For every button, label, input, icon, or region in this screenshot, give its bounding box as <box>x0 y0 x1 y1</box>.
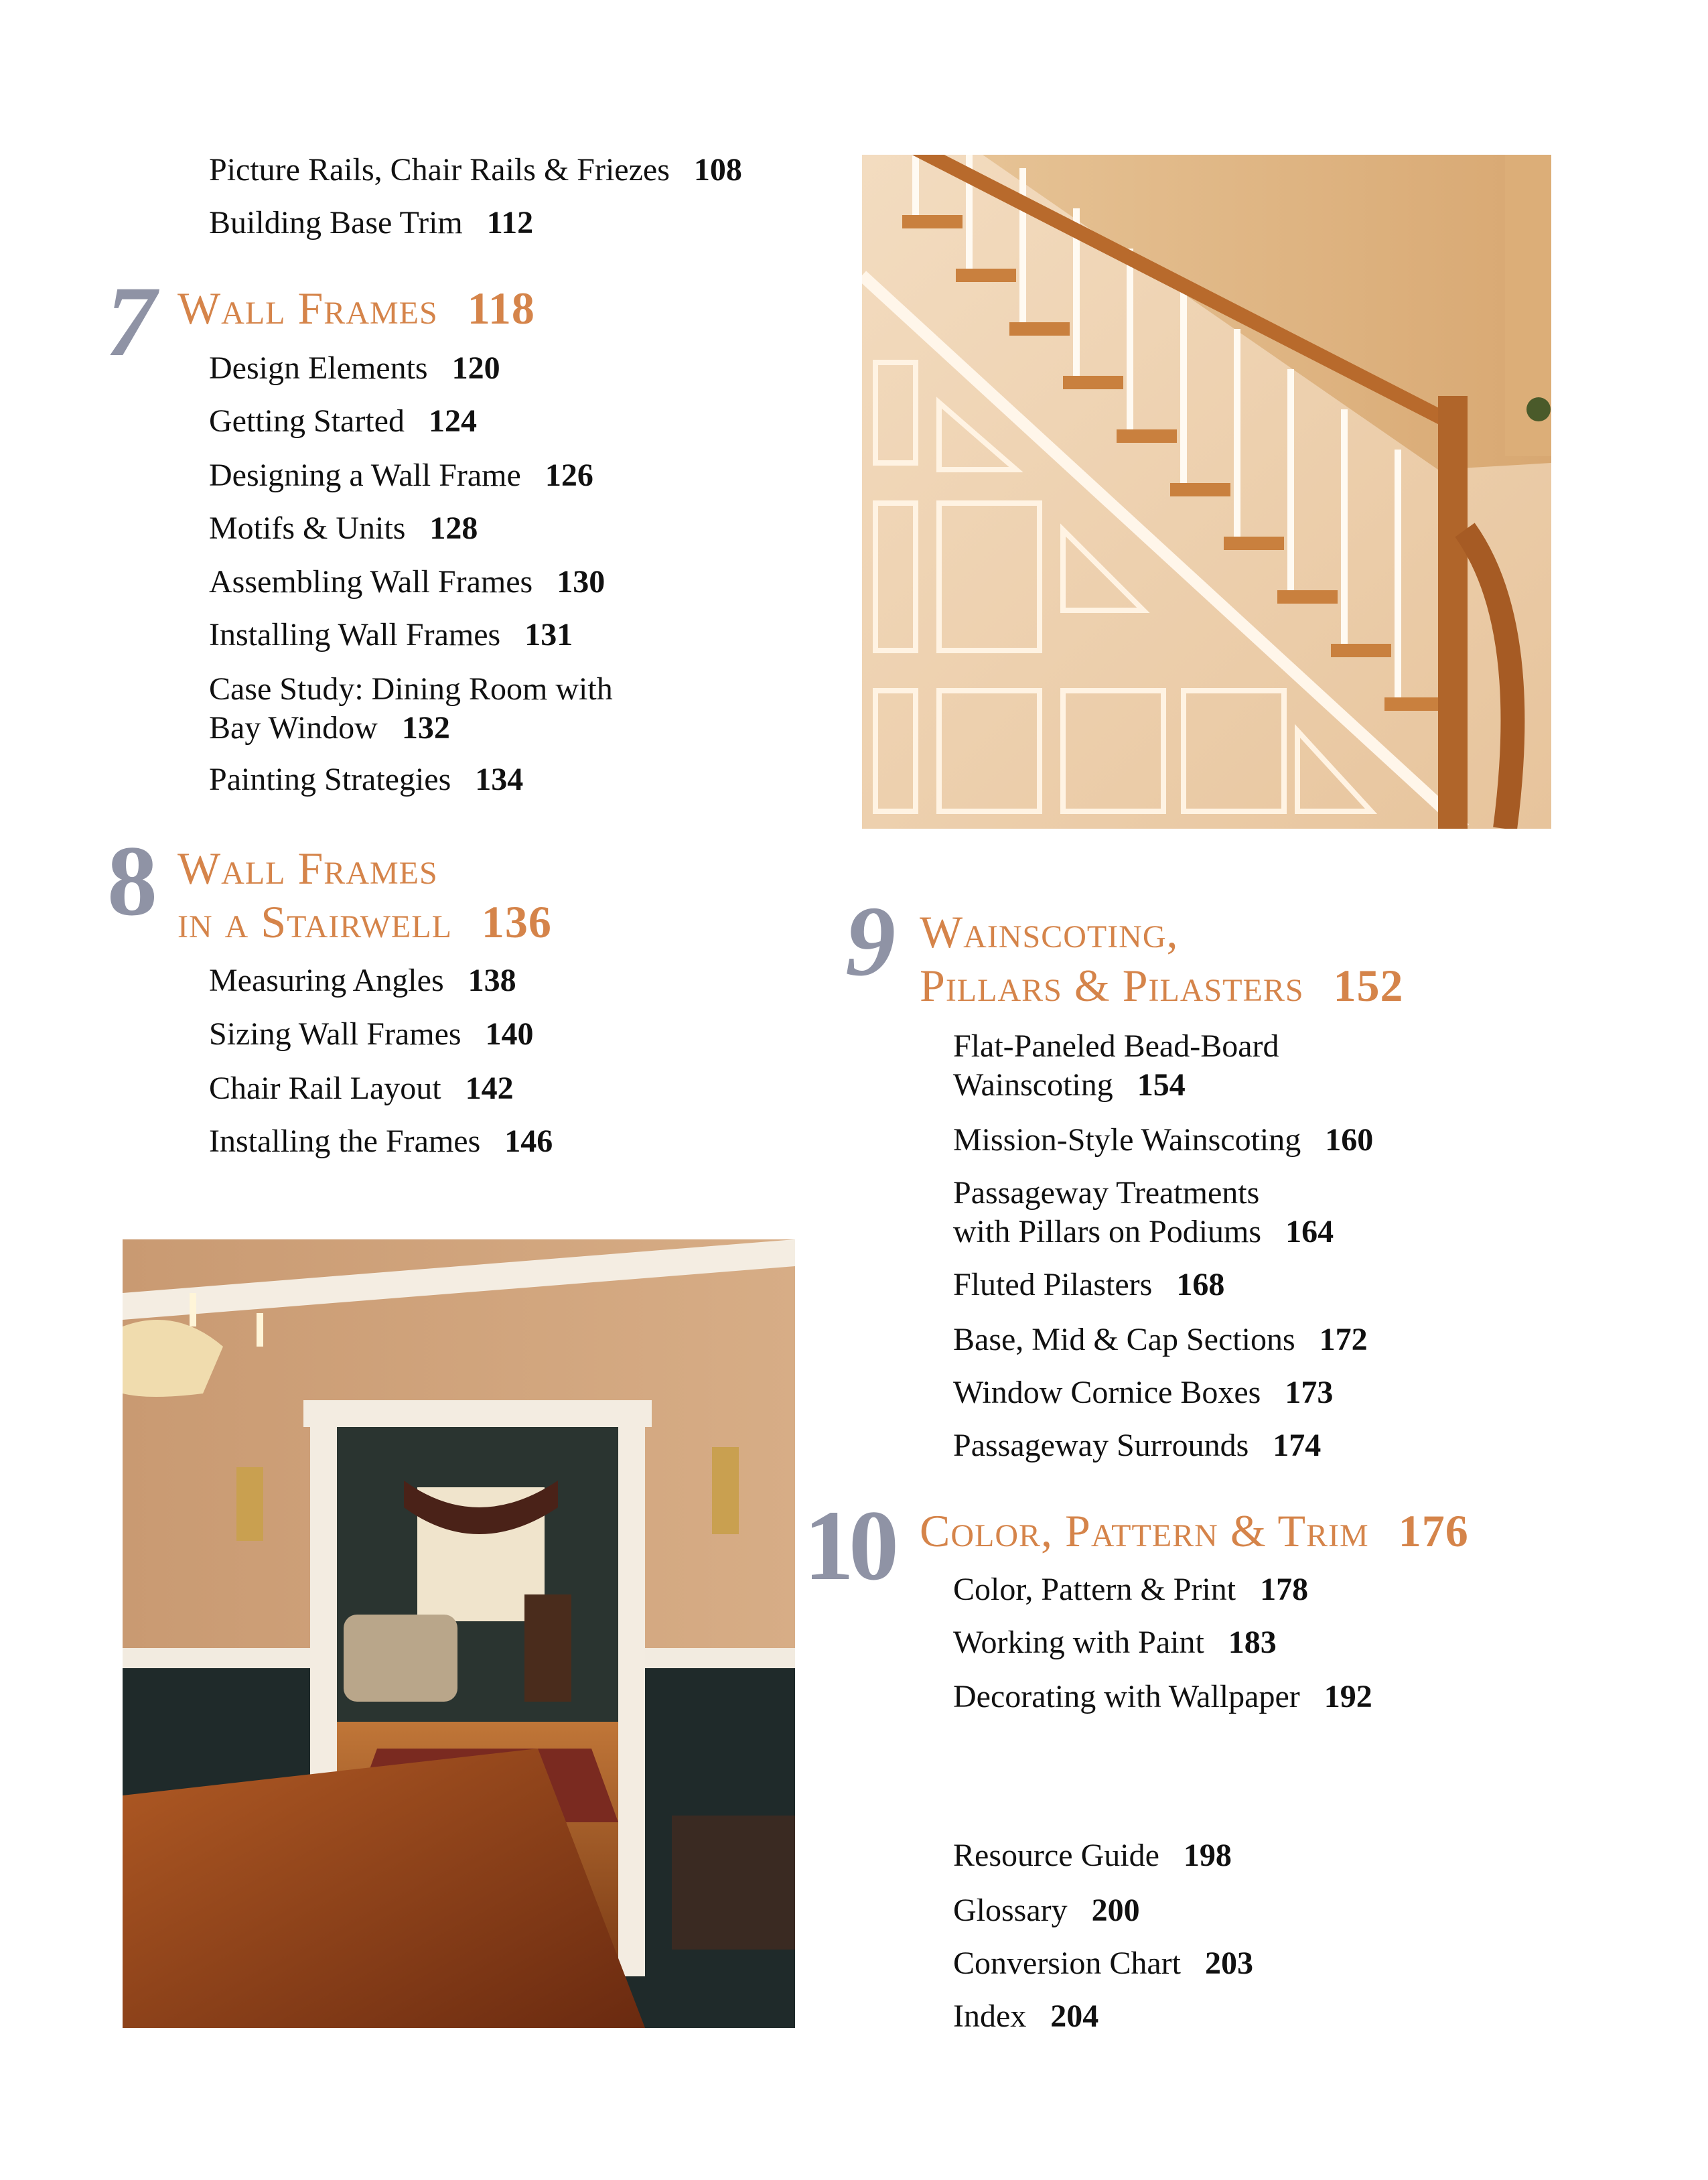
chapter-title: Color, Pattern & Trim <box>920 1505 1369 1556</box>
entry-page: 140 <box>485 1016 534 1052</box>
entry-page: 178 <box>1260 1572 1309 1607</box>
toc-entry[interactable] <box>209 402 477 441</box>
chapter-heading[interactable] <box>920 1504 1469 1558</box>
entry-page: 138 <box>468 963 516 998</box>
chapter-title-line1: Wall Frames <box>177 843 438 894</box>
chapter-title-line2: in a Stairwell <box>177 896 452 947</box>
chapter-title-line1: Wainscoting, <box>920 906 1179 957</box>
toc-entry[interactable] <box>953 1121 1373 1160</box>
entry-page: 164 <box>1285 1214 1334 1249</box>
toc-entry[interactable] <box>209 616 573 655</box>
entry-page: 172 <box>1319 1322 1368 1357</box>
entry-title: Mission-Style Wainscoting <box>953 1122 1301 1158</box>
entry-title: Building Base Trim <box>209 205 463 241</box>
dining-room-photo <box>123 1239 795 2028</box>
entry-title: Installing the Frames <box>209 1123 481 1159</box>
toc-entry[interactable] <box>209 1122 553 1161</box>
entry-page: 112 <box>486 205 534 241</box>
entry-page: 203 <box>1204 1946 1253 1981</box>
entry-title: Passageway Surrounds <box>953 1428 1249 1463</box>
entry-title: Resource Guide <box>953 1838 1159 1873</box>
toc-entry[interactable] <box>209 760 523 799</box>
toc-entry[interactable] <box>209 456 593 495</box>
toc-entry[interactable] <box>953 1997 1098 2036</box>
entry-page: 154 <box>1137 1067 1186 1103</box>
chapter-heading[interactable] <box>177 841 552 949</box>
entry-title: Design Elements <box>209 350 428 386</box>
entry-page: 183 <box>1228 1625 1277 1660</box>
toc-entry[interactable] <box>209 349 500 388</box>
entry-page: 130 <box>557 564 606 600</box>
chapter-title-line2: Pillars & Pilasters <box>920 960 1304 1011</box>
entry-page: 168 <box>1176 1267 1225 1302</box>
chapter-page: 152 <box>1333 960 1404 1011</box>
toc-entry[interactable] <box>953 1373 1333 1412</box>
entry-title-line1: Case Study: Dining Room with <box>209 671 613 707</box>
entry-title: Fluted Pilasters <box>953 1267 1153 1302</box>
toc-entry[interactable] <box>209 509 478 548</box>
entry-page: 173 <box>1285 1375 1334 1410</box>
entry-page: 174 <box>1273 1428 1322 1463</box>
entry-title: Getting Started <box>209 403 405 439</box>
chapter-number: 7 <box>106 266 151 377</box>
toc-entry[interactable] <box>953 1174 1334 1251</box>
entry-title: Motifs & Units <box>209 510 406 546</box>
toc-entry[interactable] <box>953 1426 1321 1465</box>
entry-title-line2: Bay Window <box>209 710 378 746</box>
entry-page: 146 <box>504 1123 553 1159</box>
entry-title: Decorating with Wallpaper <box>953 1679 1300 1714</box>
entry-page: 200 <box>1091 1893 1140 1928</box>
toc-entry[interactable] <box>953 1678 1372 1716</box>
entry-title: Conversion Chart <box>953 1946 1181 1981</box>
entry-title: Working with Paint <box>953 1625 1204 1660</box>
entry-title: Assembling Wall Frames <box>209 564 533 600</box>
entry-page: 124 <box>428 403 477 439</box>
entry-page: 198 <box>1183 1838 1232 1873</box>
toc-entry[interactable] <box>953 1836 1232 1875</box>
toc-entry[interactable] <box>953 1320 1368 1359</box>
toc-entry[interactable] <box>209 151 742 190</box>
entry-title: Glossary <box>953 1893 1068 1928</box>
entry-page: 192 <box>1324 1679 1372 1714</box>
entry-page: 132 <box>401 710 450 746</box>
entry-title: Chair Rail Layout <box>209 1071 441 1106</box>
entry-title: Color, Pattern & Print <box>953 1572 1236 1607</box>
toc-entry[interactable] <box>209 961 516 1000</box>
entry-title: Designing a Wall Frame <box>209 458 521 493</box>
toc-entry[interactable] <box>953 1027 1279 1105</box>
entry-title-line2: Wainscoting <box>953 1067 1113 1103</box>
entry-title: Sizing Wall Frames <box>209 1016 461 1052</box>
toc-entry[interactable] <box>209 563 605 602</box>
entry-page: 131 <box>524 617 573 653</box>
stairwell-photo <box>862 155 1551 829</box>
entry-page: 128 <box>429 510 478 546</box>
entry-title: Window Cornice Boxes <box>953 1375 1261 1410</box>
toc-entry[interactable] <box>209 204 533 243</box>
toc-entry[interactable] <box>953 1266 1224 1304</box>
chapter-number: 10 <box>804 1490 894 1601</box>
toc-entry[interactable] <box>953 1944 1253 1983</box>
entry-title: Index <box>953 1998 1027 2034</box>
chapter-page: 136 <box>481 896 552 947</box>
entry-title-line1: Passageway Treatments <box>953 1175 1260 1211</box>
entry-title: Measuring Angles <box>209 963 444 998</box>
chapter-number: 8 <box>107 825 152 937</box>
chapter-title: Wall Frames <box>177 283 438 334</box>
entry-page: 204 <box>1050 1998 1099 2034</box>
chapter-number: 9 <box>845 886 890 997</box>
toc-entry[interactable] <box>209 1015 534 1054</box>
toc-entry[interactable] <box>953 1570 1308 1609</box>
toc-entry[interactable] <box>953 1623 1277 1662</box>
entry-page: 160 <box>1325 1122 1374 1158</box>
entry-title-line2: with Pillars on Podiums <box>953 1214 1262 1249</box>
entry-page: 108 <box>693 152 742 188</box>
entry-title: Picture Rails, Chair Rails & Friezes <box>209 152 670 188</box>
entry-title: Painting Strategies <box>209 762 451 797</box>
entry-page: 142 <box>465 1071 514 1106</box>
entry-title-line1: Flat-Paneled Bead-Board <box>953 1028 1279 1064</box>
entry-title: Base, Mid & Cap Sections <box>953 1322 1295 1357</box>
entry-title: Installing Wall Frames <box>209 617 501 653</box>
toc-entry[interactable] <box>209 670 613 748</box>
entry-page: 126 <box>545 458 593 493</box>
chapter-page: 176 <box>1398 1505 1469 1556</box>
toc-entry[interactable] <box>209 1069 514 1108</box>
chapter-heading[interactable] <box>177 281 535 335</box>
entry-page: 134 <box>475 762 524 797</box>
toc-entry[interactable] <box>953 1891 1140 1930</box>
chapter-heading[interactable] <box>920 905 1404 1012</box>
entry-page: 120 <box>451 350 500 386</box>
chapter-page: 118 <box>467 283 535 334</box>
